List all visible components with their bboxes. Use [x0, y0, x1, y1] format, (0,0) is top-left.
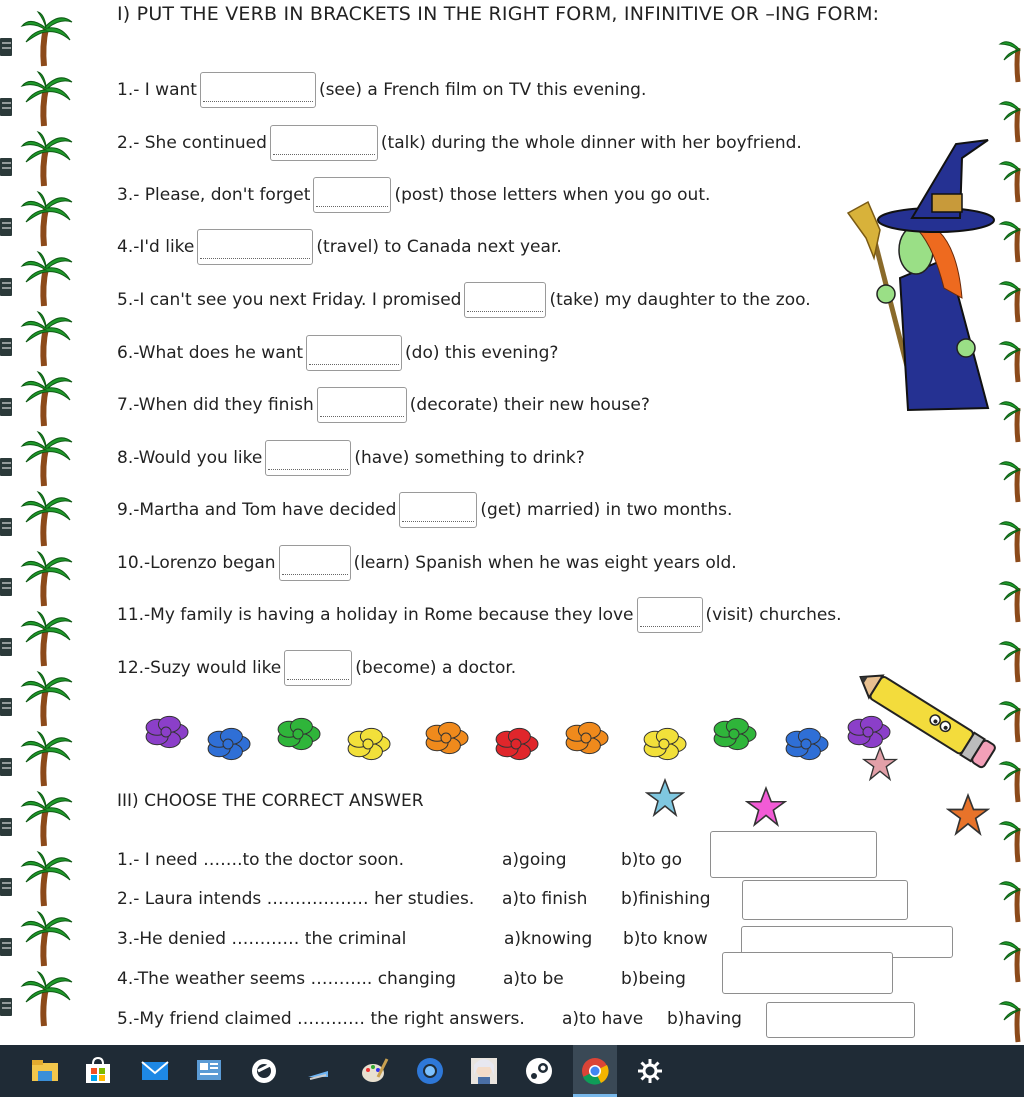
book-ornament: [0, 578, 12, 596]
flower-ornament: [426, 722, 468, 753]
book-ornament: [0, 158, 12, 176]
exercise-line-10: 10.-Lorenzo began (learn) Spanish when he was eight years old.: [117, 545, 737, 581]
choice-option-b-3: b)to know: [623, 929, 708, 949]
palm-tree-ornament: [1000, 942, 1020, 982]
exercise-line-6: 6.-What does he want (do) this evening?: [117, 335, 558, 371]
answer-box-8[interactable]: [265, 440, 351, 476]
palm-tree-ornament: [22, 72, 72, 126]
choice-option-b-2: b)finishing: [621, 889, 711, 909]
palm-tree-ornament: [22, 192, 72, 246]
answer-box-10[interactable]: [279, 545, 351, 581]
exercise-line-12: 12.-Suzy would like (become) a doctor.: [117, 650, 516, 686]
exercise-line-9: 9.-Martha and Tom have decided (get) married) in two months.: [117, 492, 732, 528]
answer-box-9[interactable]: [399, 492, 477, 528]
palm-tree-ornament: [1000, 162, 1020, 202]
store-icon[interactable]: [82, 1055, 114, 1087]
cloud-icon[interactable]: [302, 1055, 334, 1087]
palm-tree-ornament: [22, 852, 72, 906]
palm-tree-ornament: [22, 792, 72, 846]
choice-option-b-5: b)having: [667, 1009, 742, 1029]
answer-box-11[interactable]: [637, 597, 703, 633]
palm-tree-ornament: [1000, 702, 1020, 742]
paint-icon[interactable]: [358, 1055, 390, 1087]
flower-ornament: [348, 728, 390, 759]
choice-option-a-3: a)knowing: [504, 929, 593, 949]
flower-ornament: [496, 728, 538, 759]
palm-border-right: [998, 0, 1024, 1045]
exercise-line-5: 5.-I can't see you next Friday. I promised (take) my daughter to the zoo.: [117, 282, 811, 318]
choice-question-4: 4.-The weather seems ……….. changing: [117, 969, 457, 989]
palm-tree-ornament: [22, 432, 72, 486]
star-orange: [946, 793, 990, 837]
book-ornament: [0, 638, 12, 656]
answer-box-12[interactable]: [284, 650, 352, 686]
palm-tree-ornament: [1000, 1002, 1020, 1042]
choice-option-a-1: a)going: [502, 850, 567, 870]
palm-tree-ornament: [1000, 762, 1020, 802]
book-ornament: [0, 278, 12, 296]
palm-tree-ornament: [22, 492, 72, 546]
chrome-icon[interactable]: [579, 1055, 611, 1087]
section3-title: III) CHOOSE THE CORRECT ANSWER: [117, 791, 424, 811]
palm-tree-ornament: [22, 312, 72, 366]
flower-ornament: [786, 728, 828, 759]
book-ornament: [0, 818, 12, 836]
book-ornament: [0, 938, 12, 956]
palm-tree-ornament: [22, 12, 72, 66]
palm-tree-ornament: [1000, 642, 1020, 682]
mail-icon[interactable]: [139, 1055, 171, 1087]
answer-box-5[interactable]: [464, 282, 546, 318]
palm-tree-ornament: [22, 132, 72, 186]
choice-question-2: 2.- Laura intends ……………… her studies.: [117, 889, 475, 909]
choice-option-a-4: a)to be: [503, 969, 564, 989]
palm-tree-ornament: [22, 972, 72, 1026]
palm-border-left: [0, 0, 80, 1045]
exercise-line-11: 11.-My family is having a holiday in Rome because they love (visit) churches.: [117, 597, 842, 633]
steam-icon[interactable]: [523, 1055, 555, 1087]
choice-option-a-5: a)to have: [562, 1009, 644, 1029]
choice-answer-box-4[interactable]: [722, 952, 893, 994]
palm-tree-ornament: [22, 672, 72, 726]
flower-ornament: [566, 722, 608, 753]
choice-answer-box-2[interactable]: [742, 880, 908, 920]
book-ornament: [0, 518, 12, 536]
star-rose: [862, 746, 898, 782]
answer-box-3[interactable]: [313, 177, 391, 213]
palm-tree-ornament: [22, 372, 72, 426]
book-ornament: [0, 458, 12, 476]
app-icon[interactable]: [248, 1055, 280, 1087]
flower-ornament: [208, 728, 250, 759]
news-icon[interactable]: [193, 1055, 225, 1087]
palm-tree-ornament: [1000, 42, 1020, 82]
palm-tree-ornament: [1000, 882, 1020, 922]
choice-question-5: 5.-My friend claimed ………… the right answers.: [117, 1009, 525, 1029]
palm-tree-ornament: [1000, 462, 1020, 502]
book-ornament: [0, 758, 12, 776]
flower-ornament: [714, 718, 756, 749]
flower-ornament: [278, 718, 320, 749]
windows-taskbar: [0, 1045, 1024, 1097]
choice-option-a-2: a)to finish: [502, 889, 588, 909]
palm-tree-ornament: [1000, 342, 1020, 382]
book-ornament: [0, 218, 12, 236]
palm-tree-ornament: [1000, 582, 1020, 622]
palm-tree-ornament: [22, 612, 72, 666]
palm-tree-ornament: [22, 732, 72, 786]
choice-question-3: 3.-He denied ………… the criminal: [117, 929, 407, 949]
flower-ornament: [146, 716, 188, 747]
palm-tree-ornament: [1000, 222, 1020, 262]
book-ornament: [0, 338, 12, 356]
star-pink: [745, 786, 787, 828]
book-ornament: [0, 998, 12, 1016]
exercise-line-1: 1.- I want (see) a French film on TV this evening.: [117, 72, 646, 108]
flower-ornament: [644, 728, 686, 759]
palm-tree-ornament: [1000, 822, 1020, 862]
book-ornament: [0, 98, 12, 116]
choice-question-1: 1.- I need …….to the doctor soon.: [117, 850, 405, 870]
answer-box-1[interactable]: [200, 72, 316, 108]
palm-tree-ornament: [1000, 282, 1020, 322]
exercise-line-4: 4.-I'd like (travel) to Canada next year.: [117, 229, 562, 265]
answer-box-7[interactable]: [317, 387, 407, 423]
choice-answer-box-5[interactable]: [766, 1002, 915, 1038]
book-ornament: [0, 38, 12, 56]
palm-tree-ornament: [22, 252, 72, 306]
game-icon[interactable]: [468, 1055, 500, 1087]
palm-tree-ornament: [22, 552, 72, 606]
flower-divider: [130, 708, 910, 778]
cortana-icon[interactable]: [414, 1055, 446, 1087]
settings-icon[interactable]: [634, 1055, 666, 1087]
book-ornament: [0, 878, 12, 896]
answer-box-2[interactable]: [270, 125, 378, 161]
book-ornament: [0, 698, 12, 716]
book-ornament: [0, 398, 12, 416]
palm-tree-ornament: [1000, 102, 1020, 142]
exercise-line-2: 2.- She continued (talk) during the whole dinner with her boyfriend.: [117, 125, 802, 161]
palm-tree-ornament: [1000, 522, 1020, 562]
answer-box-6[interactable]: [306, 335, 402, 371]
witch-illustration: [838, 138, 998, 418]
exercise-line-3: 3.- Please, don't forget (post) those letters when you go out.: [117, 177, 710, 213]
file-explorer-icon[interactable]: [29, 1055, 61, 1087]
choice-answer-box-1[interactable]: [710, 831, 877, 878]
section1-title: I) PUT THE VERB IN BRACKETS IN THE RIGHT FORM, INFINITIVE OR –ING FORM:: [117, 3, 880, 25]
answer-box-4[interactable]: [197, 229, 313, 265]
exercise-line-7: 7.-When did they finish (decorate) their new house?: [117, 387, 650, 423]
palm-tree-ornament: [22, 912, 72, 966]
choice-option-b-4: b)being: [621, 969, 686, 989]
palm-tree-ornament: [1000, 402, 1020, 442]
exercise-line-8: 8.-Would you like (have) something to drink?: [117, 440, 585, 476]
choice-option-b-1: b)to go: [621, 850, 683, 870]
star-blue: [645, 778, 685, 818]
